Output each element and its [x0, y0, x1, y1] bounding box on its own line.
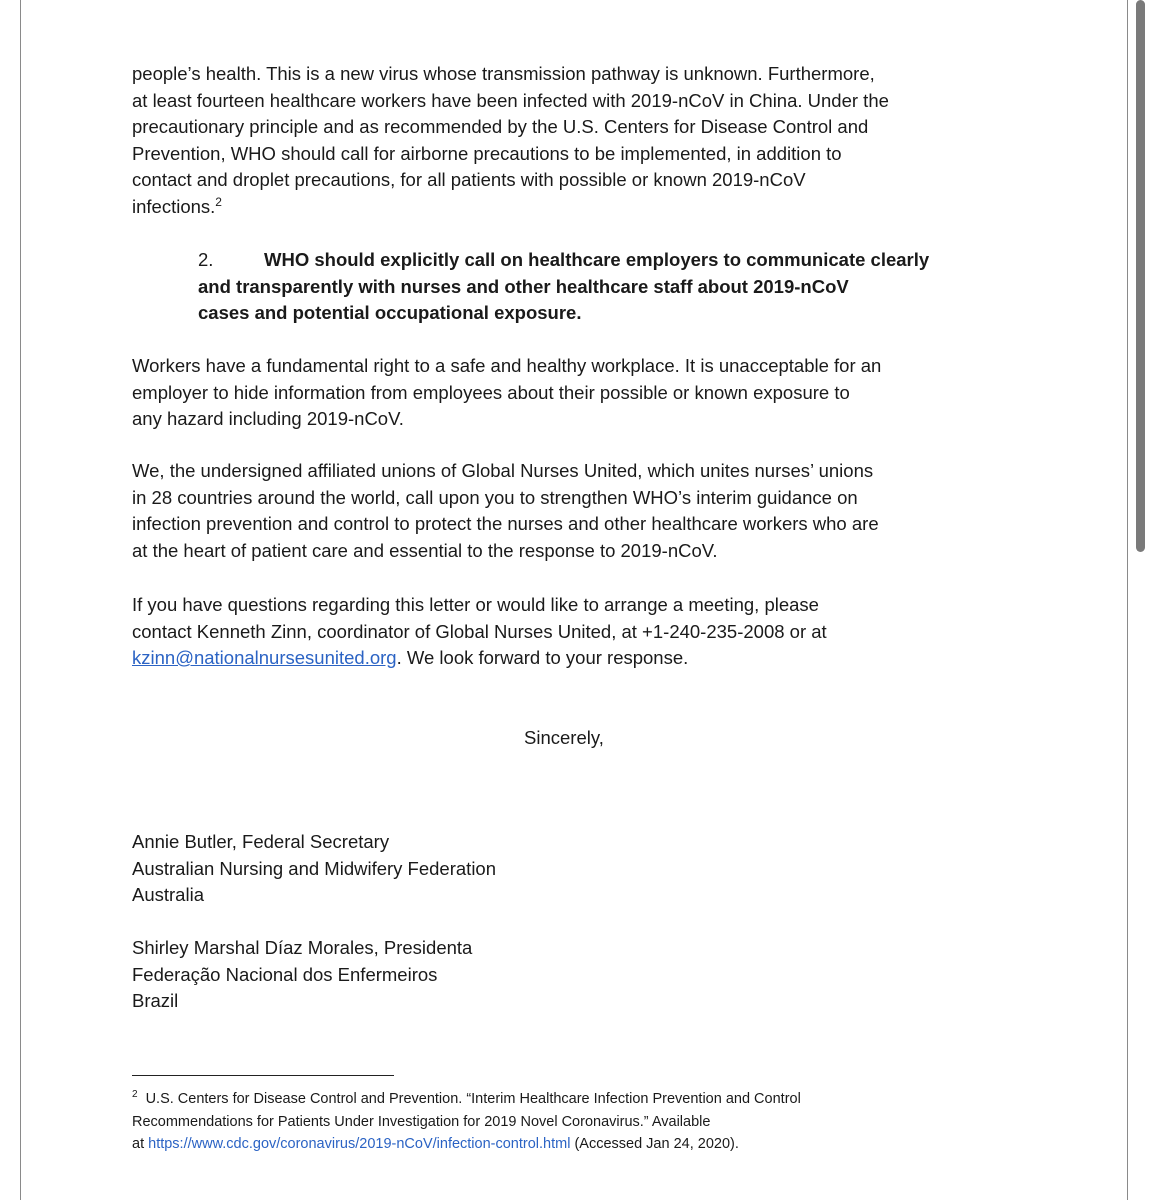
footnote-reference[interactable]: 2 [215, 194, 222, 209]
signatory-organization: Australian Nursing and Midwifery Federation [132, 857, 497, 879]
signatory-block [132, 935, 472, 1015]
numbered-item-line: and transparently with nurses and other healthcare staff about 2019-nCoV [198, 275, 849, 297]
text-line: employer to hide information from employees about their possible or known exposure to [132, 381, 850, 403]
signatory-name: Shirley Marshal Díaz Morales, Presidenta [132, 937, 473, 958]
paragraph-contact [132, 592, 972, 672]
footnote-mark: 2 [132, 1089, 138, 1101]
numbered-item-line [198, 247, 978, 274]
text-line: Workers have a fundamental right to a safe and healthy workplace. It is unacceptable for an [132, 355, 882, 376]
text-line-last [132, 194, 972, 221]
text-line: If you have questions regarding this letter or would like to arrange a meeting, please [132, 594, 819, 615]
text-line: people’s health. This is a new virus whose transmission pathway is unknown. Furthermore, [132, 63, 875, 84]
text-line: precautionary principle and as recommended by the U.S. Centers for Disease Control and [132, 116, 869, 138]
footnote-accessed: (Accessed Jan 24, 2020). [570, 1136, 739, 1152]
item-number: 2. [198, 249, 214, 270]
paragraph-airborne-precautions [132, 61, 972, 221]
text-line: at the heart of patient care and essential to the response to 2019-nCoV. [132, 539, 718, 561]
footnote-separator [132, 1075, 394, 1076]
text-line: contact Kenneth Zinn, coordinator of Global Nurses United, at +1-240-235-2008 or at [132, 620, 827, 642]
paragraph-undersigned-unions [132, 458, 972, 564]
signatory-name: Annie Butler, Federal Secretary [132, 831, 390, 852]
numbered-item-2 [198, 247, 978, 327]
email-link[interactable]: kzinn@nationalnursesunited.org [132, 647, 397, 669]
signatory-country: Brazil [132, 990, 179, 1012]
text-closing-sentence: . We look forward to your response. [396, 647, 689, 669]
footnote-text: U.S. Centers for Disease Control and Prevention. “Interim Healthcare Infection Prevention and Control [145, 1091, 801, 1107]
vertical-scrollbar[interactable] [1136, 0, 1145, 552]
text-line: at least fourteen healthcare workers have been infected with 2019-nCoV in China. Under the [132, 89, 889, 111]
footnote-url-link[interactable]: https://www.cdc.gov/coronavirus/2019-nCoV/infection-control.html [148, 1136, 571, 1152]
footnote-line [132, 1088, 932, 1111]
text-line [132, 645, 972, 672]
text-line: contact and droplet precautions, for all patients with possible or known 2019-nCoV [132, 169, 806, 191]
item-text: WHO should explicitly call on healthcare employers to communicate clearly [264, 249, 930, 270]
closing-salutation: Sincerely, [524, 727, 604, 748]
footnote [132, 1088, 932, 1156]
text-line: Prevention, WHO should call for airborne precautions to be implemented, in addition to [132, 142, 842, 164]
signatory-organization: Federação Nacional dos Enfermeiros [132, 963, 438, 985]
text-line: infection prevention and control to protect the nurses and other healthcare workers who are [132, 513, 879, 535]
signatory-country: Australia [132, 884, 204, 906]
footnote-line: Recommendations for Patients Under Investigation for 2019 Novel Coronavirus.” Available [132, 1113, 711, 1130]
text-line: We, the undersigned affiliated unions of Global Nurses United, which unites nurses’ unions [132, 460, 874, 481]
footnote-prefix: at [132, 1136, 149, 1152]
footnote-line [132, 1133, 932, 1156]
signatory-block [132, 829, 496, 909]
text-line: in 28 countries around the world, call upon you to strengthen WHO’s interim guidance on [132, 486, 858, 508]
text-line: any hazard including 2019-nCoV. [132, 408, 404, 430]
numbered-item-line: cases and potential occupational exposure. [198, 302, 582, 324]
text-infections: infections. [132, 195, 216, 217]
paragraph-workers-rights [132, 353, 972, 433]
